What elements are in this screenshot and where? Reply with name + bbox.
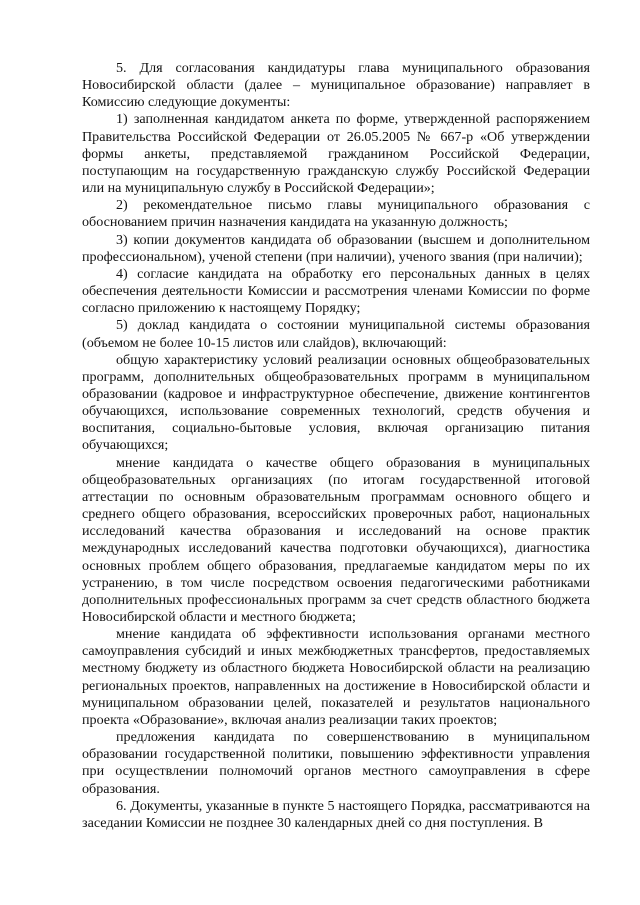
paragraph-subitem-4: 4) согласие кандидата на обработку его персональных данных в целях обеспечения деятельности Комиссии и рассмотрения членами Комиссии по форме согласно приложению к настоящему Порядку; [82, 265, 590, 317]
paragraph-item-5: 5. Для согласования кандидатуры глава муниципального образования Новосибирской области (далее – муниципальное образование) направляет в Комиссию следующие документы: [82, 60, 590, 111]
paragraph-report-general: общую характеристику условий реализации основных общеобразовательных программ, дополнительных общеобразовательных программ в муниципальном образовании (кадровое и инфраструктурное обеспечение, движение контингентов обучающихся, использование современных технологий, средств обучения и воспитания, социально-бытовые условия, включая организацию питания обучающихся; [82, 351, 590, 454]
paragraph-item-6: 6. Документы, указанные в пункте 5 настоящего Порядка, рассматриваются на заседании Комиссии не позднее 30 календарных дней со дня поступления. В [82, 797, 590, 831]
document-body [82, 60, 590, 832]
paragraph-subitem-2: 2) рекомендательное письмо главы муниципального образования с обоснованием причин назначения кандидата на указанную должность; [82, 197, 590, 231]
paragraph-subitem-5: 5) доклад кандидата о состоянии муниципальной системы образования (объемом не более 10-15 листов или слайдов), включающий: [82, 317, 590, 351]
paragraph-subitem-3: 3) копии документов кандидата об образовании (высшем и дополнительном профессиональном), ученой степени (при наличии), ученого звания (при наличии); [82, 231, 590, 265]
paragraph-report-efficiency: мнение кандидата об эффективности использования органами местного самоуправления субсидий и иных межбюджетных трансфертов, предоставляемых местному бюджету из областного бюджета Новосибирской области на реализацию региональных проектов, направленных на достижение в Новосибирской области и муниципальном образовании целей, показателей и результатов национального проекта «Образование», включая анализ реализации таких проектов; [82, 626, 590, 728]
paragraph-report-quality: мнение кандидата о качестве общего образования в муниципальных общеобразовательных организациях (по итогам государственной итоговой аттестации по основным образовательным программам основного общего и среднего общего образования, всероссийских проверочных работ, национальных исследований качества образования и исследований на основе практик международных исследований качества подготовки обучающихся), диагностика основных проблем общего образования, предлагаемые кандидатом меры по их устранению, в том числе посредством освоения педагогическими работниками дополнительных профессиональных программ за счет средств областного бюджета Новосибирской области и местного бюджета; [82, 454, 590, 625]
paragraph-report-proposals: предложения кандидата по совершенствованию в муниципальном образовании государственной политики, повышению эффективности управления при осуществлении полномочий органов местного самоуправления в сфере образования. [82, 729, 590, 797]
paragraph-subitem-1: 1) заполненная кандидатом анкета по форме, утвержденной распоряжением Правительства Российской Федерации от 26.05.2005 № 667-р «Об утверждении формы анкеты, представляемой гражданином Российской Федерации, поступающим на государственную гражданскую службу Российской Федерации или на муниципальную службу в Российской Федерации»; [82, 111, 590, 197]
